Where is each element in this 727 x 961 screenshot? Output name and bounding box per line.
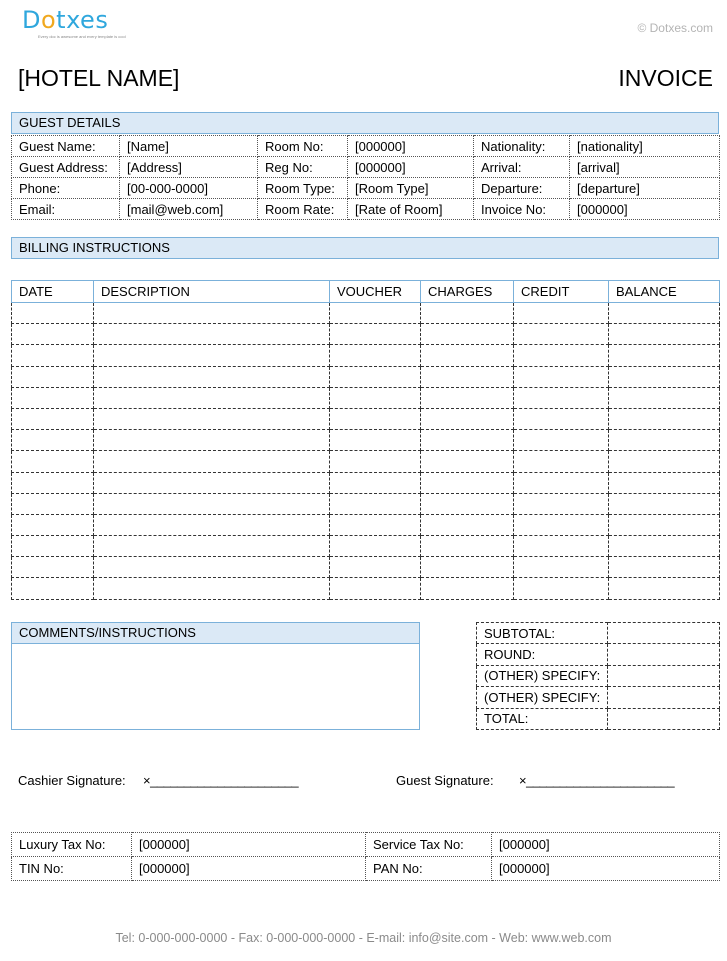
guest-field-value[interactable]: [000000] xyxy=(348,136,474,157)
billing-cell[interactable] xyxy=(514,387,609,408)
billing-cell[interactable] xyxy=(12,493,94,514)
billing-row xyxy=(12,557,720,578)
guest-details-row xyxy=(12,178,720,199)
totals-label: (OTHER) SPECIFY: xyxy=(477,687,608,708)
billing-cell[interactable] xyxy=(94,493,330,514)
billing-cell[interactable] xyxy=(12,303,94,324)
billing-cell[interactable] xyxy=(421,536,514,557)
billing-cell[interactable] xyxy=(514,408,609,429)
guest-signature-line[interactable]: ×______________________ xyxy=(519,773,675,788)
billing-cell[interactable] xyxy=(609,345,720,366)
billing-column-header: BALANCE xyxy=(609,281,720,303)
billing-cell[interactable] xyxy=(421,387,514,408)
guest-field-label: Reg No: xyxy=(258,157,348,178)
invoice-title: INVOICE xyxy=(618,65,713,91)
billing-cell[interactable] xyxy=(12,557,94,578)
guest-field-label: Guest Address: xyxy=(12,157,120,178)
billing-row xyxy=(12,324,720,345)
billing-cell[interactable] xyxy=(94,303,330,324)
guest-details-row xyxy=(12,199,720,220)
billing-row xyxy=(12,366,720,387)
billing-column-header: CREDIT xyxy=(514,281,609,303)
billing-cell[interactable] xyxy=(330,430,421,451)
billing-row xyxy=(12,408,720,429)
guest-field-label: Invoice No: xyxy=(474,199,570,220)
guest-field-value[interactable]: [arrival] xyxy=(570,157,720,178)
guest-field-value[interactable]: [000000] xyxy=(570,199,720,220)
billing-cell[interactable] xyxy=(330,387,421,408)
totals-row xyxy=(477,665,720,686)
totals-value[interactable] xyxy=(608,623,720,644)
billing-cell[interactable] xyxy=(514,536,609,557)
guest-field-value[interactable]: [00-000-0000] xyxy=(120,178,258,199)
billing-row xyxy=(12,514,720,535)
billing-cell[interactable] xyxy=(514,514,609,535)
billing-cell[interactable] xyxy=(94,408,330,429)
tax-field-label: TIN No: xyxy=(12,857,132,881)
guest-field-value[interactable]: [Address] xyxy=(120,157,258,178)
totals-label: SUBTOTAL: xyxy=(477,623,608,644)
cashier-signature-line[interactable]: ×______________________ xyxy=(143,773,299,788)
billing-cell[interactable] xyxy=(12,578,94,599)
guest-details-row xyxy=(12,157,720,178)
billing-cell[interactable] xyxy=(421,345,514,366)
guest-field-label: Email: xyxy=(12,199,120,220)
billing-cell[interactable] xyxy=(609,303,720,324)
billing-cell[interactable] xyxy=(514,345,609,366)
copyright-text: © Dotxes.com xyxy=(637,21,713,35)
billing-row xyxy=(12,493,720,514)
billing-cell[interactable] xyxy=(514,557,609,578)
guest-field-label: Room Type: xyxy=(258,178,348,199)
billing-row xyxy=(12,472,720,493)
billing-cell[interactable] xyxy=(330,324,421,345)
totals-value[interactable] xyxy=(608,665,720,686)
hotel-name: [HOTEL NAME] xyxy=(18,65,180,91)
billing-cell[interactable] xyxy=(609,557,720,578)
totals-row xyxy=(477,644,720,665)
billing-cell[interactable] xyxy=(421,303,514,324)
billing-cell[interactable] xyxy=(514,493,609,514)
billing-cell[interactable] xyxy=(330,472,421,493)
billing-cell[interactable] xyxy=(609,472,720,493)
tax-field-label: Service Tax No: xyxy=(366,833,492,857)
billing-cell[interactable] xyxy=(609,536,720,557)
billing-cell[interactable] xyxy=(94,557,330,578)
billing-row xyxy=(12,578,720,599)
billing-cell[interactable] xyxy=(609,578,720,599)
billing-cell[interactable] xyxy=(514,430,609,451)
billing-cell[interactable] xyxy=(330,408,421,429)
billing-row xyxy=(12,303,720,324)
guest-field-label: Nationality: xyxy=(474,136,570,157)
billing-cell[interactable] xyxy=(12,430,94,451)
billing-row xyxy=(12,451,720,472)
billing-cell[interactable] xyxy=(421,451,514,472)
guest-field-label: Room Rate: xyxy=(258,199,348,220)
billing-cell[interactable] xyxy=(94,472,330,493)
guest-field-label: Guest Name: xyxy=(12,136,120,157)
billing-cell[interactable] xyxy=(421,578,514,599)
billing-cell[interactable] xyxy=(514,451,609,472)
billing-cell[interactable] xyxy=(609,387,720,408)
billing-cell[interactable] xyxy=(330,345,421,366)
guest-field-value[interactable]: [departure] xyxy=(570,178,720,199)
cashier-signature-label: Cashier Signature: xyxy=(18,773,126,788)
billing-row xyxy=(12,430,720,451)
guest-field-label: Departure: xyxy=(474,178,570,199)
billing-cell[interactable] xyxy=(12,408,94,429)
logo-wordmark: Dotxes xyxy=(22,6,109,34)
tax-field-value[interactable]: [000000] xyxy=(492,833,720,857)
billing-column-header: VOUCHER xyxy=(330,281,421,303)
billing-cell[interactable] xyxy=(330,578,421,599)
totals-row xyxy=(477,708,720,729)
guest-field-value[interactable]: [000000] xyxy=(348,157,474,178)
billing-row xyxy=(12,536,720,557)
guest-field-value[interactable]: [mail@web.com] xyxy=(120,199,258,220)
billing-cell[interactable] xyxy=(12,451,94,472)
billing-row xyxy=(12,387,720,408)
billing-cell[interactable] xyxy=(514,472,609,493)
tax-field-value[interactable]: [000000] xyxy=(132,833,366,857)
billing-cell[interactable] xyxy=(609,451,720,472)
billing-cell[interactable] xyxy=(421,366,514,387)
billing-cell[interactable] xyxy=(421,557,514,578)
totals-value[interactable] xyxy=(608,644,720,665)
billing-cell[interactable] xyxy=(514,366,609,387)
comments-area[interactable] xyxy=(11,644,420,730)
billing-cell[interactable] xyxy=(94,514,330,535)
tax-field-label: Luxury Tax No: xyxy=(12,833,132,857)
comments-heading: COMMENTS/INSTRUCTIONS xyxy=(11,622,420,644)
billing-cell[interactable] xyxy=(330,557,421,578)
totals-table xyxy=(476,622,720,730)
guest-details-row xyxy=(12,136,720,157)
guest-field-label: Arrival: xyxy=(474,157,570,178)
billing-cell[interactable] xyxy=(330,536,421,557)
billing-cell[interactable] xyxy=(514,324,609,345)
tax-row xyxy=(12,833,720,857)
billing-cell[interactable] xyxy=(12,345,94,366)
billing-cell[interactable] xyxy=(94,345,330,366)
totals-label: ROUND: xyxy=(477,644,608,665)
billing-cell[interactable] xyxy=(94,536,330,557)
billing-cell[interactable] xyxy=(514,303,609,324)
tax-field-value[interactable]: [000000] xyxy=(132,857,366,881)
billing-cell[interactable] xyxy=(330,451,421,472)
guest-signature-label: Guest Signature: xyxy=(396,773,494,788)
guest-details-table xyxy=(11,135,720,220)
totals-row xyxy=(477,623,720,644)
billing-cell[interactable] xyxy=(514,578,609,599)
billing-cell[interactable] xyxy=(94,430,330,451)
guest-details-heading: GUEST DETAILS xyxy=(11,112,719,134)
dotxes-logo xyxy=(22,8,182,48)
billing-cell[interactable] xyxy=(94,578,330,599)
billing-cell[interactable] xyxy=(421,514,514,535)
tax-field-value[interactable]: [000000] xyxy=(492,857,720,881)
billing-column-header: DATE xyxy=(12,281,94,303)
guest-field-label: Room No: xyxy=(258,136,348,157)
billing-cell[interactable] xyxy=(12,514,94,535)
guest-field-value[interactable]: [Room Type] xyxy=(348,178,474,199)
billing-cell[interactable] xyxy=(421,472,514,493)
billing-cell[interactable] xyxy=(421,324,514,345)
billing-cell[interactable] xyxy=(609,408,720,429)
billing-cell[interactable] xyxy=(12,472,94,493)
guest-field-label: Phone: xyxy=(12,178,120,199)
billing-cell[interactable] xyxy=(609,366,720,387)
guest-field-value[interactable]: [Rate of Room] xyxy=(348,199,474,220)
tax-field-label: PAN No: xyxy=(366,857,492,881)
billing-cell[interactable] xyxy=(12,536,94,557)
billing-cell[interactable] xyxy=(12,387,94,408)
billing-cell[interactable] xyxy=(609,514,720,535)
guest-field-value[interactable]: [Name] xyxy=(120,136,258,157)
billing-cell[interactable] xyxy=(330,514,421,535)
billing-cell[interactable] xyxy=(609,430,720,451)
billing-instructions-heading: BILLING INSTRUCTIONS xyxy=(11,237,719,259)
billing-cell[interactable] xyxy=(330,303,421,324)
billing-column-header: DESCRIPTION xyxy=(94,281,330,303)
totals-value[interactable] xyxy=(608,687,720,708)
billing-cell[interactable] xyxy=(94,366,330,387)
billing-cell[interactable] xyxy=(94,387,330,408)
totals-row xyxy=(477,687,720,708)
billing-cell[interactable] xyxy=(609,493,720,514)
billing-cell[interactable] xyxy=(421,493,514,514)
totals-label: TOTAL: xyxy=(477,708,608,729)
logo-tagline: Every doc is awesome and every template is cool xyxy=(38,34,126,39)
billing-cell[interactable] xyxy=(421,408,514,429)
guest-field-value[interactable]: [nationality] xyxy=(570,136,720,157)
billing-table xyxy=(11,280,720,600)
billing-cell[interactable] xyxy=(609,324,720,345)
billing-cell[interactable] xyxy=(330,366,421,387)
billing-row xyxy=(12,345,720,366)
totals-label: (OTHER) SPECIFY: xyxy=(477,665,608,686)
totals-value[interactable] xyxy=(608,708,720,729)
billing-cell[interactable] xyxy=(12,324,94,345)
billing-cell[interactable] xyxy=(421,430,514,451)
tax-row xyxy=(12,857,720,881)
billing-column-header: CHARGES xyxy=(421,281,514,303)
billing-cell[interactable] xyxy=(330,493,421,514)
billing-cell[interactable] xyxy=(94,324,330,345)
contact-footer: Tel: 0-000-000-0000 - Fax: 0-000-000-0000 - E-mail: info@site.com - Web: www.web.com xyxy=(115,931,612,945)
tax-table xyxy=(11,832,720,881)
billing-cell[interactable] xyxy=(12,366,94,387)
billing-cell[interactable] xyxy=(94,451,330,472)
